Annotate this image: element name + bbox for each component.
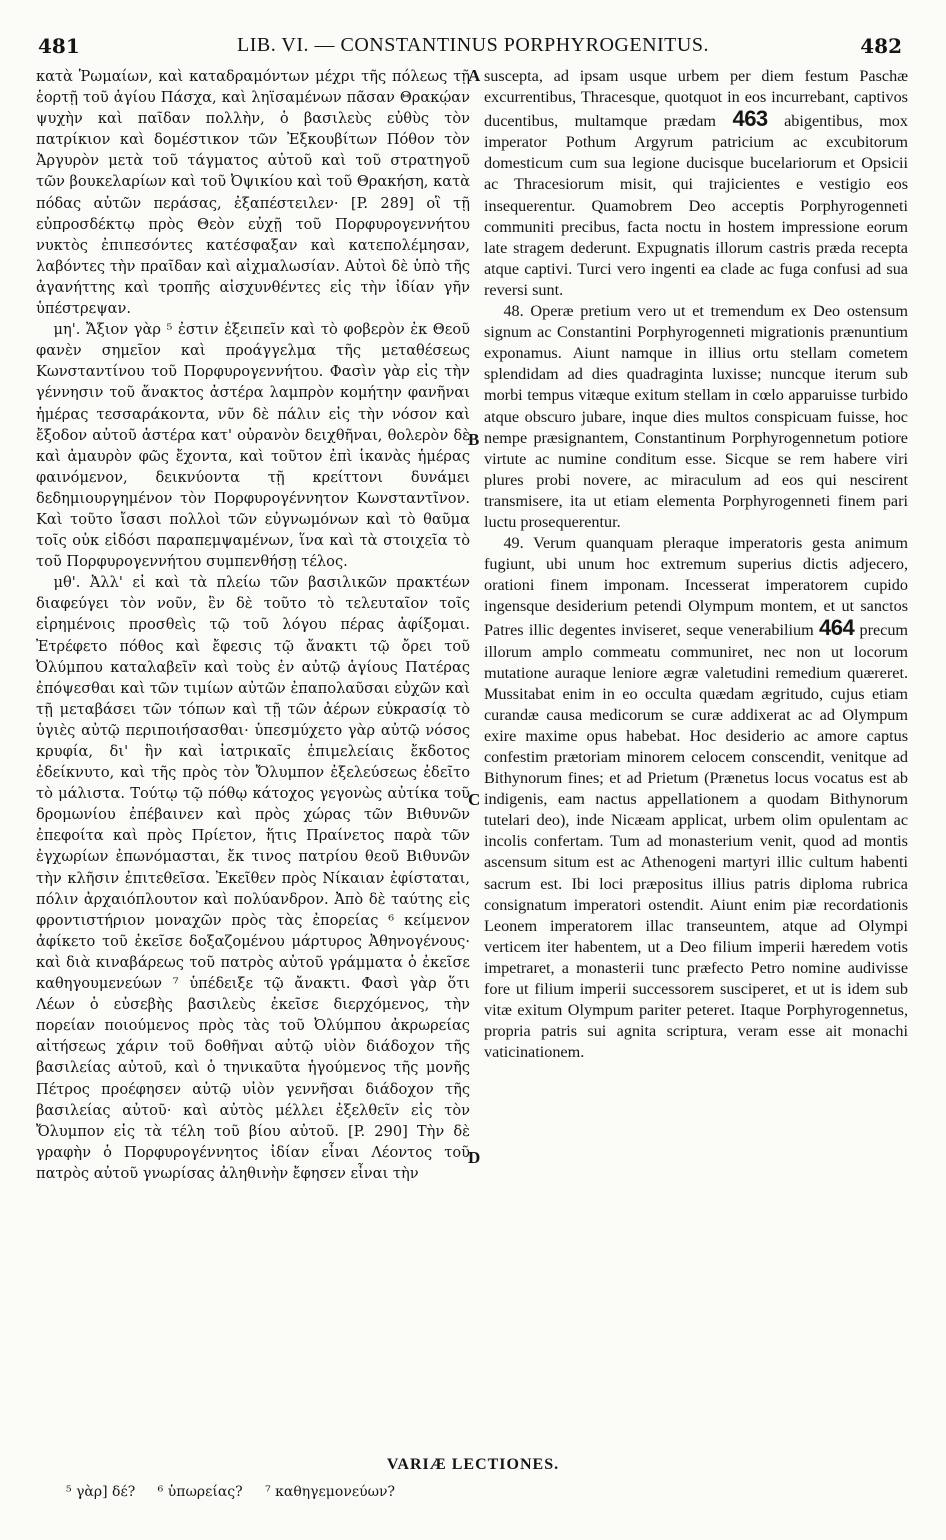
greek-column (36, 66, 470, 1184)
latin-paragraph-continuation (484, 66, 908, 301)
marginal-number-463: 463 (732, 106, 768, 132)
greek-paragraph-continuation: κατὰ Ῥωμαίων, καὶ καταδραμόντων μέχρι τῆς πόλεως τῇ ἑορτῇ τοῦ ἁγίου Πάσχα, καὶ ληϊσαμένων πᾶσαν Θρακῴαν ψυχὴν καὶ παῖδαν πολλὴν, ὁ βασιλεὺς εὐθὺς τὸν πατρίκιον καὶ δομέστικον τῶν Ἐξκουβίτων Πόθον τὸν Ἀργυρὸν μετὰ τοῦ τάγματος αὐτοῦ καὶ τοῦ στρατηγοῦ τῶν βουκελαρίων καὶ τοῦ Ὀψικίου καὶ τοῦ Θρακήση, κατὰ πόδας αὐτῶν περάσας, ἐξαπέστειλεν· [P. 289] οἳ τῇ εὐπροσδέκτῳ πρὸς Θεὸν εὐχῇ τοῦ Πορφυρογεννήτου νυκτὸς ἐπιπεσόντες κατέσφαξαν καὶ κατεπολέμησαν, λαβόντες τὴν πραῖδαν καὶ αἰχμαλωσίαν. Αὐτοὶ δὲ ὑπὸ τῆς ἀγανήττης καὶ τροπῆς αἰσχυνθέντες εἰς τὴν ἰδίαν γῆν ὑπέστρεψαν. (36, 68, 470, 318)
latin-text: suscepta, ad ipsam usque urbem per diem festum Paschæ excurrentibus, Thracesque, quotquot in eos incurrebant, captivos ducentibus, multamque prædam (484, 67, 908, 131)
margin-marker-b: B (468, 430, 480, 449)
page-number-left: 481 (38, 34, 80, 58)
latin-column (484, 66, 908, 1063)
footnotes (66, 1484, 413, 1500)
greek-paragraph-48: μη'. Ἄξιον γὰρ ⁵ ἐστιν ἐξειπεῖν καὶ τὸ φοβερὸν ἐκ Θεοῦ φανὲν σημεῖον καὶ προάγγελμα τῆς μεταθέσεως Κωνσταντίνου τοῦ Πορφυρογεννήτου. Φασὶν γὰρ εἰς τὴν γέννησιν τοῦ ἄνακτος ἀστέρα λαμπρὸν κομήτην φανῆναι ἡμέρας τεσσαράκοντα, νῦν δὲ πάλιν εἰς τὴν νόσον καὶ ἔξοδον αὐτοῦ ἀστέρα κατ' οὐρανὸν δειχθῆναι, θολερὸν δὲ καὶ ἀμαυρὸν φῶς ἔχοντα, καὶ τοῦτον ἐπὶ ἱκανὰς ἡμέρας φαινόμενον, δεικνύοντα τῇ κρείττονι δυνάμει δεδημιουργημένον τὸν Πορφυρογέννητον Κωνσταντῖνον. Καὶ τοῦτο ἴσασι πολλοὶ τῶν εὐγνωμόνων καὶ τὸ θαῦμα τοῖς οὐκ εἰδόσι παραπεμψαμένων, ἵνα καὶ τὰ στοιχεῖα τὸ τοῦ Πορφυρογεννήτου συμπενθήσῃ τέλος. (36, 321, 470, 571)
latin-text: precum illorum amplo commeatu communiret, nec non ut locorum mutatione auraque leniore ægræ valetudini remedium quæreret. Mussitabat enim in eo occulta quædam ægritudo, cujus etiam curandæ causa medicorum se curæ addixerat ac ad Olympum exire maxime opus habebat. Hoc desiderio ac amore captus confestim prætoriam minorem celocem conscendit, venitque ad Bithynorum fines; et ad Prietum (Prænetus locus vocatus est ab indigenis, eam nactus appellationem a quodam Bithynorum tutelari deo), inde Nicæam applicat, urbem olim opulentam ac incolis confertam. Tum ad monasterium venit, quod ad montis ascensum situm est ac Athenogeni martyri illic cultum habenti sacrum est. Ibi loci præpositus illius patris diploma rubrica consignatum imperatori ostendit. Aiunt enim piæ recordationis Leonem imperatorem illac transeuntem, atque ad Olympi verticem iter habentem, ut a Deo filium imperii hæredem votis impetraret, a monasterii tunc præfecto Petro nomine audivisse fore ut filium imperii successorem susciperet, et ut is idem sub vitæ exitum Olympum pariter peteret. Itaque Porphyrogennetus, propria patris sui agnita scriptura, veram esse ait monachi vaticinationem. (484, 621, 908, 1062)
latin-text: abigentibus, mox imperator Pothum Argyrum patricium ac excubitorum domesticum cum sua legione ducisque bucelariorum et Opsicii ac Thracesiorum misit, qui trajicientes e vestigio eos insequerentur. Quamobrem Deo acceptis Porphyrogenneti communiti precibus, facta noctu in hostem impressione eorum late stragem dederunt. Expugnatis illorum castris præda recepta atque captivi. Turci vero ingenti ea clade ac fuga confusi ad sua reversi sunt. (484, 112, 908, 299)
footnote-5: ⁵ γὰρ] δέ? (66, 1484, 136, 1500)
latin-paragraph-48 (484, 301, 908, 533)
latin-text: 49. Verum quanquam pleraque imperatoris gesta animum fugiunt, ubi unum hoc extremum superius dictis adjecero, orationi finem imponam. Incesserat imperatorem cupido ingensque desiderium petendi Olympum montem, et ut sanctos Patres illic degentes inviseret, seque venerabilium (484, 534, 908, 640)
margin-marker-d: D (468, 1148, 481, 1167)
running-title: LIB. VI. — CONSTANTINUS PORPHYROGENITUS. (237, 34, 709, 56)
footnote-7: ⁷ καθηγεμονεύων? (265, 1484, 396, 1500)
marginal-number-464: 464 (818, 615, 855, 641)
latin-paragraph-49 (484, 533, 908, 1063)
page-header (0, 24, 946, 64)
margin-marker-c: C (468, 790, 481, 809)
margin-marker-a: A (468, 66, 481, 85)
greek-paragraph-49: μθ'. Ἀλλ' εἰ καὶ τὰ πλείω τῶν βασιλικῶν πρακτέων διαφεύγει τὸν νοῦν, ἓν δὲ τοῦτο τὸ τελευταῖον τοῖς εἰρημένοις προσθεὶς τῷ τοῦ λόγου πέρας ἀφίξομαι. Ἐτρέφετο πόθος καὶ ἔφεσις τῷ ἄνακτι τῷ ὄρει τοῦ Ὀλύμπου καταλαβεῖν καὶ τοὺς ἐν αὐτῷ ἁγίους Πατέρας ἐπόψεσθαι καὶ τῶν τιμίων αὐτῶν ἐπαπολαῦσαι εὐχῶν καὶ τῇ μεταβάσει τῶν τόπων καὶ τῇ τῶν ἀέρων εὐκρασίᾳ τὸ ὑγιὲς αὐτῷ περιποιήσασθαι· ὑπεσμύχετο γὰρ αὐτῷ νόσος κρυφία, δι' ἣν καὶ ἰατρικαῖς ἐπιμελείαις ἔκδοτος ἐδείκνυτο, καὶ τῆς πρὸς τὸν Ὄλυμπον ἐξελεύσεως ἐδεῖτο τὸ μάλιστα. Τούτῳ τῷ πόθῳ κάτοχος γεγονὼς αὐτίκα τοῦ δρομωνίου ἐπέβαινεν καὶ πρὸς χώρας τῶν Βιθυνῶν ἐπεφοίτα καὶ πρὸς Πρίετον, ἥτις Πραίνετος παρὰ τῶν ἐγχωρίων ἐπωνόμασται, ἔκ τινος πατρίου θεοῦ Βιθυνῶν τὴν κλῆσιν ἐπιτεθεῖσα. Ἐκεῖθεν πρὸς Νίκαιαν ἐφίσταται, πόλιν ἀρχαιόπλουτον καὶ πολύανδρον. Ἀπὸ δὲ ταύτης εἰς φροντιστήριον μοναχῶν πρὸς τὰς ἐπορείας ⁶ κείμενον ἀφίκετο τοῦ ἐκεῖσε δοξαζομένου μάρτυρος Ἀθηνογένους· καὶ διὰ κιναβάρεως τοῦ πατρὸς αὐτοῦ γράμματα ὁ ἐκεῖσε καθηγουμενεύων ⁷ ὑπέδειξε τῷ ἄνακτι. Φασὶ γὰρ ὅτι Λέων ὁ εὐσεβὴς βασιλεὺς ἐκεῖσε διερχόμενος, τὴν πορείαν ποιούμενος πρὸς τὰς τοῦ Ὀλύμπου ἀκρωρείας αἰτήσεως χάριν τοῦ δοθῆναι αὐτῷ υἱὸν διάδοχον τῆς βασιλείας αὐτοῦ, καὶ ὁ τηνικαῦτα ἡγούμενος τῆς μονῆς Πέτρος προέφησεν αὐτῷ υἱὸν γεννῆσαι διάδοχον τῆς βασιλείας αὐτοῦ· καὶ αὐτὸς μέλλει ἐξελθεῖν εἰς τὸν Ὄλυμπον εἰς τὰ τέλη τοῦ βίου αὐτοῦ. [P. 290] Τὴν δὲ γραφὴν ὁ Πορφυρογέννητος ἰδίαν εἶναι Λέοντος τοῦ πατρὸς αὐτοῦ γνωρίσας ἀληθινὴν ἔφησεν εἶναι τὴν (36, 574, 470, 1182)
latin-text: 48. Operæ pretium vero ut et tremendum ex Deo ostensum signum ac Constantini Porphyrogenneti migrationis prænuntium exponamus. Aiunt namque in illius ortu stellam cometem splendidam ad dies quadraginta luxisse; nuncque iterum sub morbi tempus vitæque exitum stellam in cœlo apparuisse turbido atque obscuro jubare, inque dies multos conspicuam fuisse, hoc nempe præsignantem, Constantinum Porphyrogennetum potiore virtute ac numine conditum esse. Sicque se rem habere viri plures probi novere, ac miraculum ad eos qui nescirent transmisere, ita ut etiam elementa Porphyrogenneti finem pari luctu prosequerentur. (484, 302, 908, 531)
variae-lectiones-heading: VARIÆ LECTIONES. (386, 1456, 560, 1473)
page-number-right: 482 (860, 34, 902, 58)
footnote-6: ⁶ ὑπωρείας? (157, 1484, 243, 1500)
